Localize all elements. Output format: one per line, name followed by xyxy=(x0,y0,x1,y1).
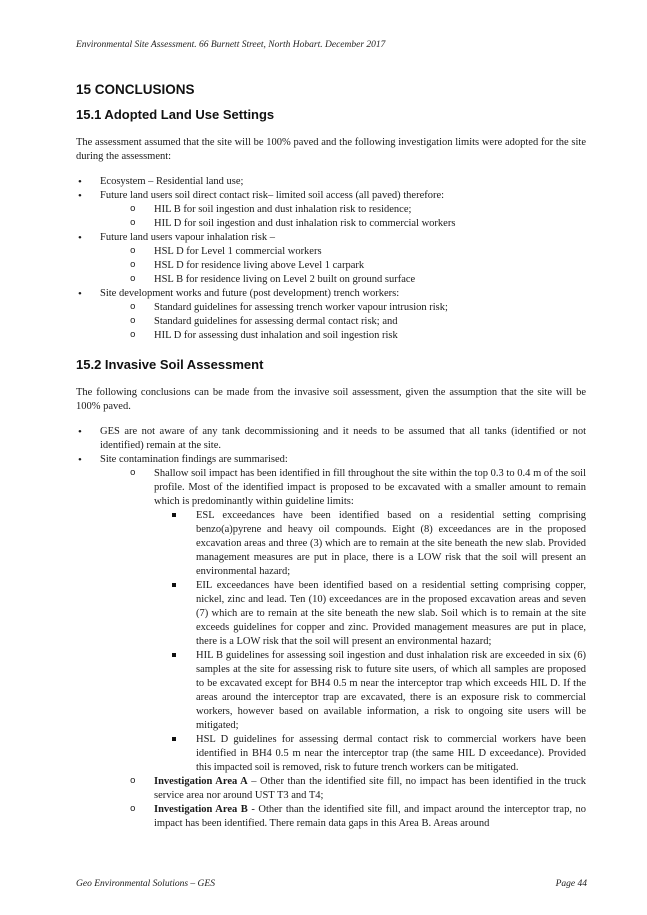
list-item: • Site development works and future (post development) trench workers: o Standard guidelines for assessing trench worker vapour intrusion risk; o Standard guidelines for assessing dermal contact risk; and o HIL D for assessing dust inhalation and soil ingestion risk xyxy=(76,287,586,343)
section-heading: 15 CONCLUSIONS xyxy=(76,82,195,97)
list-subitem: o HIL B for soil ingestion and dust inhalation risk to residence; xyxy=(130,203,586,217)
list-subitem: o HSL D for residence living above Level 1 carpark xyxy=(130,259,586,273)
page-header: Environmental Site Assessment. 66 Burnett Street, North Hobart. December 2017 xyxy=(76,40,386,50)
list-subitem: o Standard guidelines for assessing trench worker vapour intrusion risk; xyxy=(130,301,586,315)
list-item: • Future land users soil direct contact risk– limited soil access (all paved) therefore: o HIL B for soil ingestion and dust inhalation risk to residence; o HIL D for soil ingestion and dust inhalation risk to commercial workers xyxy=(76,189,586,231)
document-body xyxy=(76,82,586,831)
footer-company: Geo Environmental Solutions – GES xyxy=(76,879,215,889)
page-number: Page 44 xyxy=(555,879,587,889)
list-subitem-area-b: o Investigation Area B - Other than the identified site fill, and impact around the interceptor trap, no impact has been identified. There remain data gaps in this Area B. Areas around xyxy=(130,803,586,831)
list-subitem: o HSL D for Level 1 commercial workers xyxy=(130,245,586,259)
finding-hsl-d: HSL D guidelines for assessing dermal contact risk to commercial workers have been identified in BH4 0.5 m near the interceptor trap (the same HIL D exceedance). Provided this impacted soil is removed, risk to future trench workers can be mitigated. xyxy=(172,733,586,775)
list-subitem-area-a: o Investigation Area A – Other than the identified site fill, no impact has been identified in the truck service area nor around UST T3 and T4; xyxy=(130,775,586,803)
finding-eil: EIL exceedances have been identified based on a residential setting comprising copper, nickel, zinc and lead. Ten (10) exceedances are in the proposed excavation areas and seven (7) which are to remain at the site beneath the new slab. Soil which is to remain at the site exceeds guidelines for copper and zinc. Provided management measures are put in place, there is a LOW risk that the soil will present an environmental hazard; xyxy=(172,579,586,649)
soil-intro: The following conclusions can be made from the invasive soil assessment, given the assumption that the site will be 100% paved. xyxy=(76,387,586,412)
list-subitem: o HIL D for soil ingestion and dust inhalation risk to commercial workers xyxy=(130,217,586,231)
list-item: • GES are not aware of any tank decommissioning and it needs to be assumed that all tanks (identified or not identified) remain at the site. xyxy=(76,425,586,453)
land-use-intro: The assessment assumed that the site will be 100% paved and the following investigation limits were adopted for the site during the assessment: xyxy=(76,137,586,162)
land-use-list xyxy=(76,175,586,343)
soil-findings-list xyxy=(76,425,586,831)
subsection-heading-soil: 15.2 Invasive Soil Assessment xyxy=(76,357,264,372)
finding-hil-b: HIL B guidelines for assessing soil ingestion and dust inhalation risk are exceeded in six (6) samples at the site for assessing risk to future site users, of which all samples are proposed to be excavated except for BH4 0.5 m near the interceptor trap which exceeds HIL D. If the areas around the interceptor trap are excavated, there is an exposure risk to commercial workers, however based on available information, a risk to ongoing site users will be mitigated; xyxy=(172,649,586,733)
list-subitem-shallow-soil: o Shallow soil impact has been identified in fill throughout the site within the top 0.3 to 0.4 m of the soil profile. Most of the identified impact is proposed to be excavated with a smaller amount to remain which is predominantly within guideline limits: ESL exceedances have been identified based on a residential setting comprising benzo(a)pyrene and heavy oil compounds. Eight (8) exceedances are in the proposed excavation areas and three (3) which are to remain at the site beneath the new slab. Provided management measures are put in place, there is a LOW risk that the soil will present an environmental hazard; EIL exceedances have been identified based on a residential setting comprising copper, nickel, zinc and lead. Ten (10) exceedances are in the proposed excavation areas and seven (7) which are to remain at the site beneath the new slab. Soil which is to remain at the site exceeds guidelines for copper and zinc. Provided management measures are put in place, there is a LOW risk that the soil will present an environmental hazard; HIL B guidelines for assessing soil ingestion and dust inhalation risk are exceeded in six (6) samples at the site for assessing risk to future site users, of which all samples are proposed to be excavated except for BH4 0.5 m near the interceptor trap which exceeds HIL D. If the areas around the interceptor trap are excavated, there is an exposure risk to commercial workers, however based on available information, a risk to ongoing site users will be mitigated; HSL D guidelines for assessing dermal contact risk to commercial workers have been identified in BH4 0.5 m near the interceptor trap (the same HIL D exceedance). Provided this impacted soil is removed, risk to future trench workers can be mitigated. xyxy=(130,467,586,775)
list-subitem: o HSL B for residence living on Level 2 built on ground surface xyxy=(130,273,586,287)
list-subitem: o Standard guidelines for assessing dermal contact risk; and xyxy=(130,315,586,329)
list-item: • Site contamination findings are summarised: o Shallow soil impact has been identified in fill throughout the site within the top 0.3 to 0.4 m of the soil profile. Most of the identified impact is proposed to be excavated with a smaller amount to remain which is predominantly within guideline limits: ESL exceedances have been identified based on a residential setting comprising benzo(a)pyrene and heavy oil compounds. Eight (8) exceedances are in the proposed excavation areas and three (3) which are to remain at the site beneath the new slab. Provided management measures are put in place, there is a LOW risk that the soil will present an environmental hazard; EIL exceedances have been identified based on a residential setting comprising copper, nickel, zinc and lead. Ten (10) exceedances are in the proposed excavation areas and seven (7) which are to remain at the site beneath the new slab. Soil which is to remain at the site exceeds guidelines for copper and zinc. Provided management measures are put in place, there is a LOW risk that the soil will present an environmental hazard; HIL B guidelines for assessing soil ingestion and dust inhalation risk are exceeded in six (6) samples at the site for assessing risk to future site users, of which all samples are proposed to be excavated except for BH4 0.5 m near the interceptor trap which exceeds HIL D. If the areas around the interceptor trap are excavated, there is an exposure risk to commercial workers, however based on available information, a risk to ongoing site users will be mitigated; HSL D guidelines for assessing dermal contact risk to commercial workers have been identified in BH4 0.5 m near the interceptor trap (the same HIL D exceedance). Provided this impacted soil is removed, risk to future trench workers can be mitigated. o Investigation Area A – Other than the identified site fill, no impact has been identified in the truck service area nor around UST T3 and T4; o Investigation Area B - Other than the identified site fill, and impact around the interceptor trap, no impact has been identified. There remain data gaps in this Area B. Areas around xyxy=(76,453,586,831)
list-item: • Ecosystem – Residential land use; xyxy=(76,175,586,189)
subsection-heading-land-use: 15.1 Adopted Land Use Settings xyxy=(76,107,275,122)
list-item: • Future land users vapour inhalation risk – o HSL D for Level 1 commercial workers o HSL D for residence living above Level 1 carpark o HSL B for residence living on Level 2 built on ground surface xyxy=(76,231,586,287)
list-subitem: o HIL D for assessing dust inhalation and soil ingestion risk xyxy=(130,329,586,343)
finding-esl: ESL exceedances have been identified based on a residential setting comprising benzo(a)pyrene and heavy oil compounds. Eight (8) exceedances are in the proposed excavation areas and three (3) which are to remain at the site beneath the new slab. Provided management measures are put in place, there is a LOW risk that the soil will present an environmental hazard; xyxy=(172,509,586,579)
